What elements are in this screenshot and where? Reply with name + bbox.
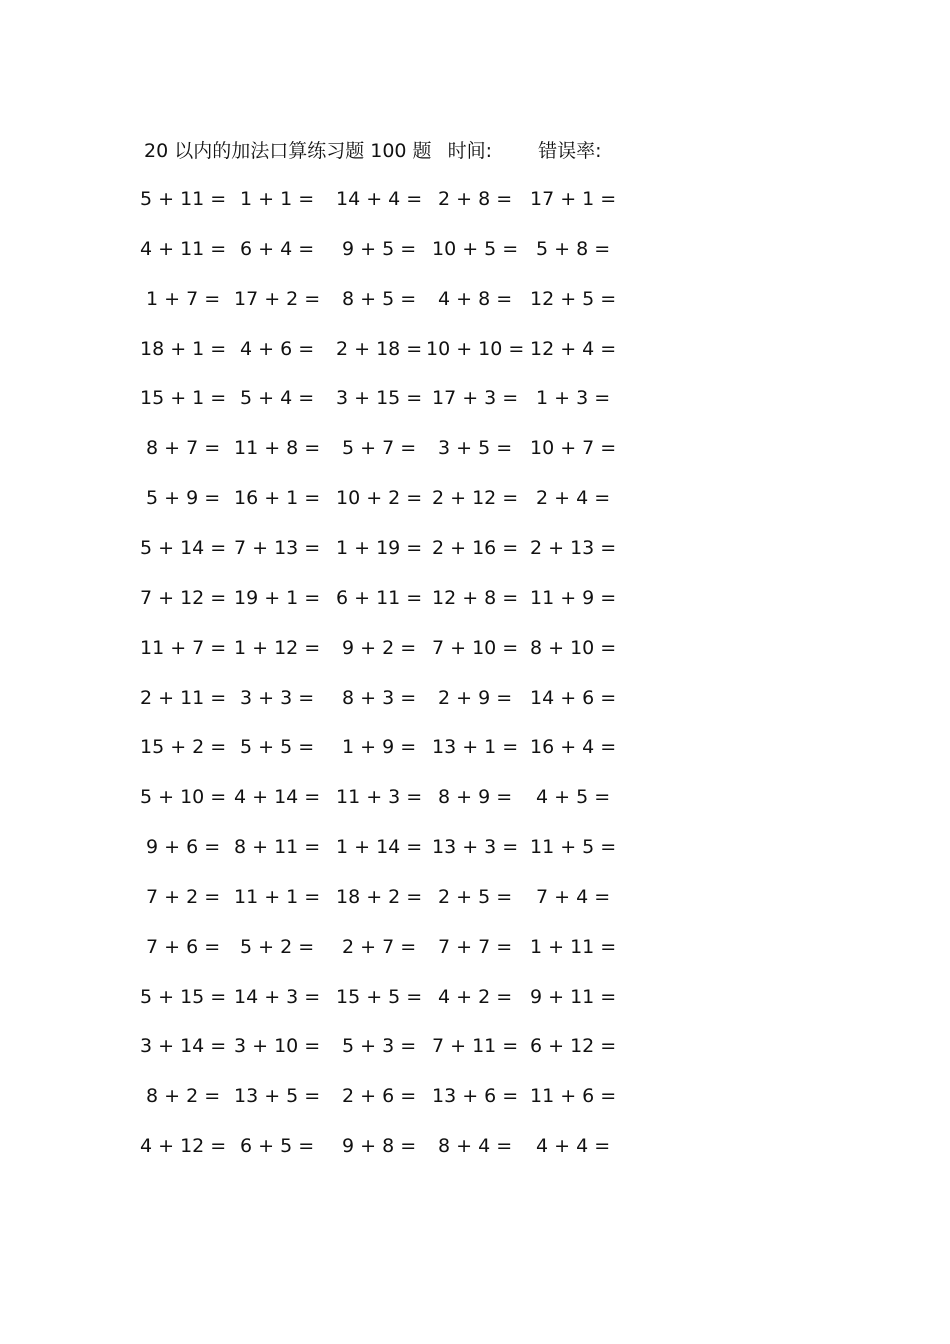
problem-item: 5 + 11 = bbox=[140, 188, 227, 210]
problem-item: 7 + 13 = bbox=[234, 537, 321, 559]
problem-item: 7 + 11 = bbox=[432, 1035, 519, 1057]
problem-item: 10 + 2 = bbox=[336, 487, 423, 509]
problem-item: 5 + 5 = bbox=[240, 736, 315, 758]
problem-item: 7 + 6 = bbox=[146, 936, 221, 958]
problem-item: 8 + 5 = bbox=[342, 288, 417, 310]
problem-item: 2 + 7 = bbox=[342, 936, 417, 958]
problem-item: 8 + 3 = bbox=[342, 687, 417, 709]
problem-item: 15 + 5 = bbox=[336, 986, 423, 1008]
problem-item: 6 + 5 = bbox=[240, 1135, 315, 1157]
problem-item: 14 + 3 = bbox=[234, 986, 321, 1008]
problem-item: 18 + 2 = bbox=[336, 886, 423, 908]
problem-item: 3 + 5 = bbox=[438, 437, 513, 459]
problem-item: 4 + 2 = bbox=[438, 986, 513, 1008]
problem-item: 5 + 4 = bbox=[240, 387, 315, 409]
problem-item: 7 + 7 = bbox=[438, 936, 513, 958]
problem-item: 2 + 9 = bbox=[438, 687, 513, 709]
problem-item: 8 + 10 = bbox=[530, 637, 617, 659]
problem-item: 15 + 1 = bbox=[140, 387, 227, 409]
problem-item: 9 + 8 = bbox=[342, 1135, 417, 1157]
problem-item: 12 + 4 = bbox=[530, 338, 617, 360]
problem-item: 4 + 6 = bbox=[240, 338, 315, 360]
problem-item: 5 + 2 = bbox=[240, 936, 315, 958]
problem-item: 4 + 5 = bbox=[536, 786, 611, 808]
problem-item: 4 + 11 = bbox=[140, 238, 227, 260]
problem-item: 5 + 15 = bbox=[140, 986, 227, 1008]
problem-item: 4 + 12 = bbox=[140, 1135, 227, 1157]
problem-item: 5 + 3 = bbox=[342, 1035, 417, 1057]
problem-item: 6 + 12 = bbox=[530, 1035, 617, 1057]
problem-item: 2 + 18 = bbox=[336, 338, 423, 360]
problem-item: 5 + 8 = bbox=[536, 238, 611, 260]
problem-item: 11 + 7 = bbox=[140, 637, 227, 659]
problem-item: 13 + 3 = bbox=[432, 836, 519, 858]
problem-item: 4 + 14 = bbox=[234, 786, 321, 808]
problem-item: 5 + 10 = bbox=[140, 786, 227, 808]
problem-item: 11 + 8 = bbox=[234, 437, 321, 459]
problem-item: 2 + 5 = bbox=[438, 886, 513, 908]
problem-item: 4 + 8 = bbox=[438, 288, 513, 310]
problem-item: 5 + 9 = bbox=[146, 487, 221, 509]
problem-item: 9 + 2 = bbox=[342, 637, 417, 659]
problem-item: 1 + 11 = bbox=[530, 936, 617, 958]
problem-item: 14 + 4 = bbox=[336, 188, 423, 210]
problem-item: 5 + 7 = bbox=[342, 437, 417, 459]
problem-item: 10 + 5 = bbox=[432, 238, 519, 260]
problem-item: 12 + 5 = bbox=[530, 288, 617, 310]
problem-item: 2 + 13 = bbox=[530, 537, 617, 559]
problem-item: 1 + 19 = bbox=[336, 537, 423, 559]
problem-item: 14 + 6 = bbox=[530, 687, 617, 709]
problem-item: 8 + 4 = bbox=[438, 1135, 513, 1157]
problem-item: 16 + 4 = bbox=[530, 736, 617, 758]
time-label: 时间: bbox=[447, 140, 493, 162]
problem-item: 9 + 5 = bbox=[342, 238, 417, 260]
problem-item: 13 + 1 = bbox=[432, 736, 519, 758]
problem-item: 1 + 1 = bbox=[240, 188, 315, 210]
problem-item: 16 + 1 = bbox=[234, 487, 321, 509]
problem-item: 17 + 1 = bbox=[530, 188, 617, 210]
problem-item: 11 + 6 = bbox=[530, 1085, 617, 1107]
problem-item: 13 + 5 = bbox=[234, 1085, 321, 1107]
problem-item: 1 + 9 = bbox=[342, 736, 417, 758]
problem-item: 7 + 12 = bbox=[140, 587, 227, 609]
problem-item: 6 + 4 = bbox=[240, 238, 315, 260]
problem-item: 8 + 11 = bbox=[234, 836, 321, 858]
problem-item: 11 + 1 = bbox=[234, 886, 321, 908]
problem-item: 11 + 3 = bbox=[336, 786, 423, 808]
problem-item: 9 + 11 = bbox=[530, 986, 617, 1008]
problem-item: 6 + 11 = bbox=[336, 587, 423, 609]
problem-item: 8 + 2 = bbox=[146, 1085, 221, 1107]
problem-item: 3 + 14 = bbox=[140, 1035, 227, 1057]
problem-item: 17 + 2 = bbox=[234, 288, 321, 310]
problem-item: 1 + 12 = bbox=[234, 637, 321, 659]
error-rate-label: 错误率: bbox=[538, 140, 602, 162]
problem-item: 1 + 14 = bbox=[336, 836, 423, 858]
problem-item: 15 + 2 = bbox=[140, 736, 227, 758]
problem-item: 19 + 1 = bbox=[234, 587, 321, 609]
problem-item: 2 + 4 = bbox=[536, 487, 611, 509]
problem-item: 8 + 9 = bbox=[438, 786, 513, 808]
problem-item: 7 + 4 = bbox=[536, 886, 611, 908]
problem-item: 2 + 6 = bbox=[342, 1085, 417, 1107]
problem-item: 1 + 3 = bbox=[536, 387, 611, 409]
problem-item: 7 + 10 = bbox=[432, 637, 519, 659]
problem-item: 12 + 8 = bbox=[432, 587, 519, 609]
problem-item: 9 + 6 = bbox=[146, 836, 221, 858]
problem-item: 10 + 7 = bbox=[530, 437, 617, 459]
problem-item: 11 + 9 = bbox=[530, 587, 617, 609]
problem-item: 4 + 4 = bbox=[536, 1135, 611, 1157]
problem-item: 2 + 11 = bbox=[140, 687, 227, 709]
problem-item: 3 + 15 = bbox=[336, 387, 423, 409]
problem-item: 3 + 10 = bbox=[234, 1035, 321, 1057]
problem-item: 7 + 2 = bbox=[146, 886, 221, 908]
problem-item: 8 + 7 = bbox=[146, 437, 221, 459]
worksheet-title: 20 以内的加法口算练习题 100 题 bbox=[144, 140, 432, 162]
problem-item: 11 + 5 = bbox=[530, 836, 617, 858]
problem-item: 2 + 12 = bbox=[432, 487, 519, 509]
problem-item: 18 + 1 = bbox=[140, 338, 227, 360]
problem-item: 5 + 14 = bbox=[140, 537, 227, 559]
problem-item: 1 + 7 = bbox=[146, 288, 221, 310]
problem-item: 2 + 16 = bbox=[432, 537, 519, 559]
problem-item: 10 + 10 = bbox=[426, 338, 525, 360]
problem-item: 2 + 8 = bbox=[438, 188, 513, 210]
problem-item: 13 + 6 = bbox=[432, 1085, 519, 1107]
problem-item: 3 + 3 = bbox=[240, 687, 315, 709]
problem-item: 17 + 3 = bbox=[432, 387, 519, 409]
